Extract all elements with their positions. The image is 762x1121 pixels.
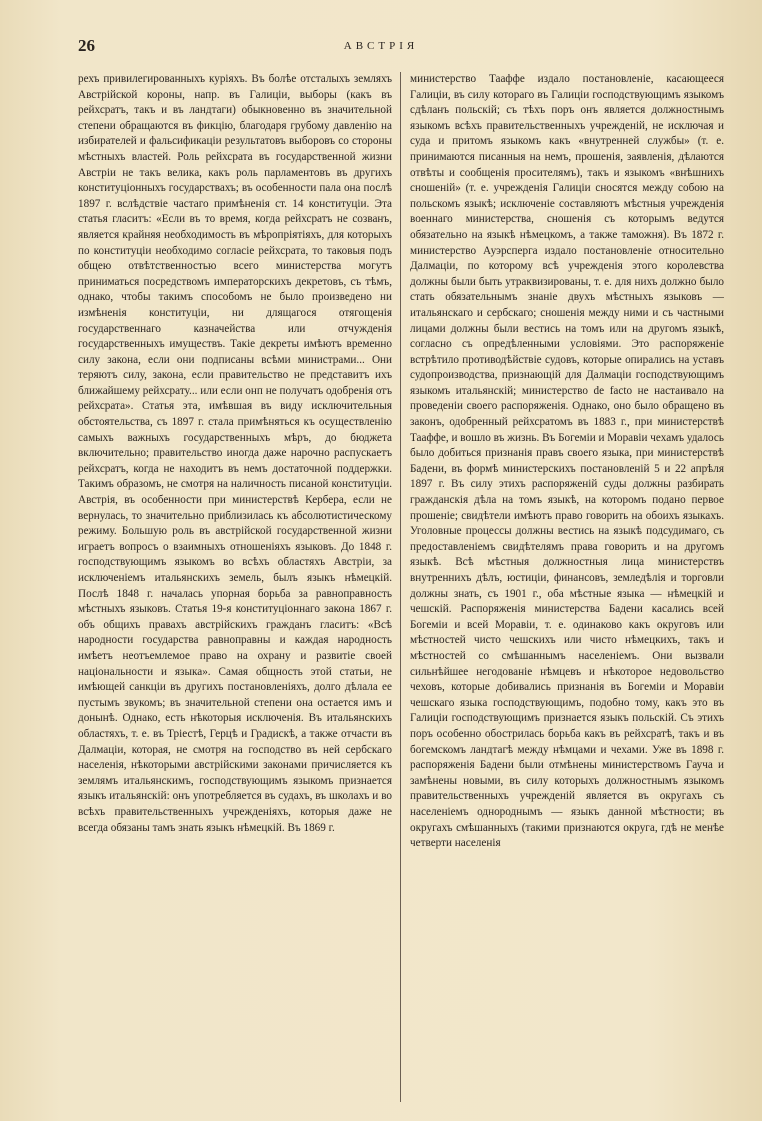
page-number: 26 xyxy=(78,36,95,55)
left-column xyxy=(78,72,392,1102)
running-title: АВСТРІЯ xyxy=(343,40,419,52)
text-columns xyxy=(78,72,724,1102)
page-header xyxy=(0,36,762,60)
column-divider xyxy=(400,72,401,1102)
left-column-text: рехъ привилегированныхъ куріяхъ. Въ болѣе отсталыхъ земляхъ Австрійской короны, напр. въ Галиціи, выборы (какъ въ рейхсратъ, такъ и въ ландтаги) обыкновенно въ значительной степени обращаются въ фикцію, благодаря грубому давленію на избирателей и фальсификаціи результатовъ выборовъ со стороны мѣстныхъ властей. Роль рейхсрата въ государственной жизни Австріи не такъ велика, какъ роль парламентовъ въ другихъ конституціонныхъ государствахъ; въ особенности пала она послѣ 1897 г. вслѣдствіе частаго примѣненія ст. 14 конституціи. Эта статья гласитъ: «Если въ то время, когда рейхсратъ не созванъ, является крайняя необходимость въ мѣропріятіяхъ, для которыхъ по конституціи необходимо согласіе рейхсрата, то таковыя подъ общею отвѣтственностью всего министерства могутъ приниматься посредствомъ императорскихъ декретовъ, съ тѣмъ, однако, чтобы такимъ способомъ не было произведено ни измѣненія конституціи, ни длящагося отягощенія государственнаго казначейства или отчужденія государственныхъ имуществъ. Такіе декреты имѣютъ временно силу закона, если они подписаны всѣми министрами... Они теряютъ силу, закона, если правительство не представитъ ихъ ближайшему рейхсрату... или если онп не получатъ одобренія отъ рейхсрата». Статья эта, имѣвшая въ виду исключительныя обстоятельства, съ 1897 г. стала примѣняться къ осуществленію самыхъ важныхъ государственныхъ мѣръ, до бюджета включительно; правительство иногда даже нарочно распускаетъ рейхсратъ, когда не находитъ въ немъ достаточной поддержки. Такимъ образомъ, не смотря на наличность писаной конституціи. Австрія, въ особенности при министерствѣ Кербера, если не вернулась, то значительно приблизилась къ абсолютистическому режиму. Большую роль въ австрійской государственной жизни играетъ вопросъ о взаимныхъ отношеніяхъ языковъ. До 1848 г. господствующимъ языкомъ во всѣхъ областяхъ Австріи, за исключеніемъ итальянскихъ земель, былъ языкъ нѣмецкій. Послѣ 1848 г. началась упорная борьба за равноправность мѣстныхъ языковъ. Статья 19-я конституціоннаго закона 1867 г. объ общихъ правахъ австрійскихъ гражданъ гласитъ: «Всѣ народности государства равноправны и каждая народность имѣетъ неотъемлемое право на охрану и развитіе своей національности и языка». Самая общность этой статьи, не имѣющей санкціи въ другихъ постановленіяхъ, долго дѣлала ее пустымъ звукомъ; въ значительной степени она остается имъ и донынѣ. Однако, есть нѣкоторыя исключенія. Въ итальянскихъ областяхъ, т. е. въ Тріестѣ, Герцѣ и Градискѣ, а также отчасти въ Далмаціи, которая, не смотря на господство въ ней сербскаго населенія, нѣкоторыми австрійскими законами причисляется къ землямъ итальянскимъ, господствующимъ языкомъ признается языкъ итальянскій: онъ употребляется въ судахъ, въ школахъ и во всѣхъ правительственныхъ учрежденіяхъ, которыя даже не всегда обязаны тамъ знать языкъ нѣмецкій. Въ 1869 г. xyxy=(78,73,392,834)
right-column-text: министерство Таaффе издало постановленіе, касающееся Галиціи, въ силу котораго въ Галиціи господствующимъ языкомъ сдѣланъ польскій; съ тѣхъ поръ онъ является должностнымъ языкомъ всѣхъ правительственныхъ учрежденій, не исключая и суда и притомъ языкомъ какъ «внутренней службы» (т. е. принимаются писанныя на немъ, прошенія, заявленія, дѣлаются отвѣты и сообщенія просителямъ), такъ и языкомъ «внѣшнихъ сношеній» (т. е. учрежденія Галиціи сносятся между собою на польскомъ языкѣ; исключеніе составляютъ мѣстныя учрежденія военнаго министерства, сношенія съ которымъ ведутся обязательно на языкѣ нѣмецкомъ, а также таможня). Въ 1872 г. министерство Ауэрсперга издало постановленіе относительно Далмаціи, по которому всѣ учрежденія этого королевства должны были быть утраквизированы, т. е. для нихъ должно было стать обязательнымъ знаніе двухъ мѣстныхъ языковъ — итальянскаго и сербскаго; сношенія между ними и съ частными лицами должны были вестись на томъ или на другомъ языкѣ, согласно съ опредѣленными условіями. Это распоряженіе встрѣтило противодѣйствіе судовъ, которые опирались на уставъ судопроизводства, признающій для Далмаціи господствующимъ языкомъ итальянскій; министерство de facto не настаивало на проведеніи своего распоряженія. Однако, оно было обращено въ законъ, одобренный рейхсратомъ въ 1883 г., при министерствѣ Таaффе, и вошло въ жизнь. Въ Богеміи и Моравіи чехамъ удалось было добиться признанія правъ своего языка, при министерствѣ Бадени, въ формѣ министерскихъ постановленій 5 и 22 апрѣля 1897 г. Въ силу этихъ распоряженій суды должны разбирать гражданскія дѣла на томъ языкѣ, на которомъ подано первое прошеніе; свидѣтели имѣютъ право говорить на обоихъ языкахъ. Уголовные процессы должны вестись на языкѣ подсудимаго, съ предоставленіемъ свидѣтелямъ права говорить и на другомъ языкѣ. Всѣ мѣстныя должностныя лица министерствъ внутреннихъ дѣлъ, юстиціи, финансовъ, земледѣлія и торговли должны знать, съ 1901 г., оба мѣстные языка — нѣмецкій и чешскій. Распоряженія министерства Бадени касались всей Богеміи и всей Моравіи, т. е. одинаково какъ округовъ или мѣстностей чисто чешскихъ или чисто нѣмецкихъ, такъ и мѣстностей со смѣшаннымъ населеніемъ. Они вызвали сильнѣйшее негодованіе нѣмцевъ и нѣкоторое недовольство чеховъ, которые добивались признанія въ Богеміи и Моравіи чешскаго языка господствующимъ, подобно тому, какъ это въ Галиціи господствующимъ признается языкъ польскій. Съ этихъ поръ особенно обострилась борьба какъ въ рейхсратѣ, такъ и въ богемскомъ ландтагѣ между нѣмцами и чехами. Уже въ 1898 г. распоряженія Бадени были отмѣнены министерствомъ Гауча и замѣнены новыми, въ силу которыхъ должностнымъ языкомъ правительственныхъ учрежденій является въ округахъ съ населеніемъ однороднымъ — языкъ данной мѣстности; въ округахъ смѣшанныхъ (такими признаются округа, гдѣ не менѣе четверти населенія xyxy=(410,73,724,850)
right-column xyxy=(410,72,724,1102)
